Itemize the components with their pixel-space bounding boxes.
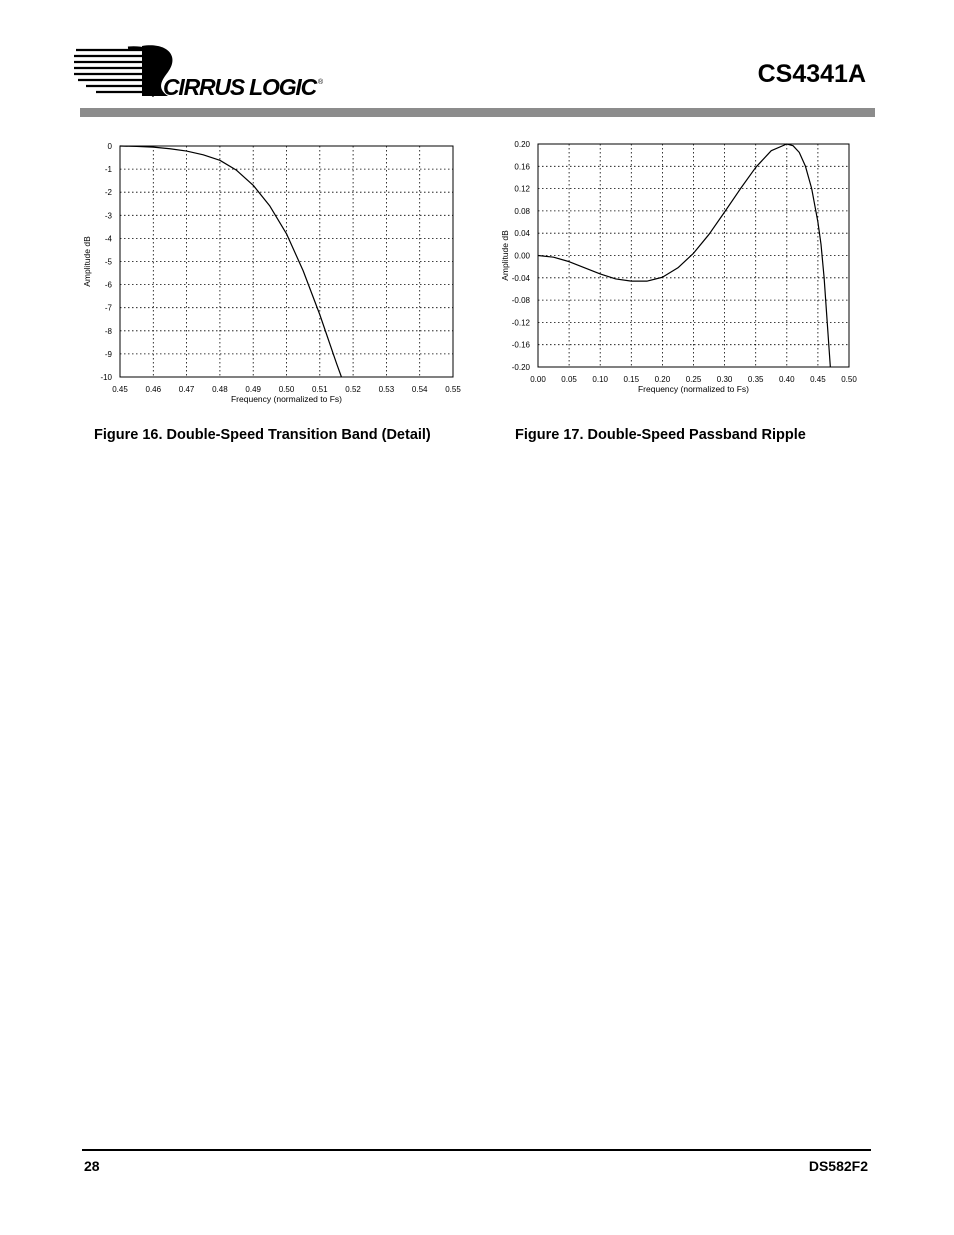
y-tick-label: 0.12 [514, 184, 530, 194]
figure-17-caption: Figure 17. Double-Speed Passband Ripple [515, 427, 806, 443]
y-tick-label: 0.16 [514, 162, 530, 172]
x-tick-label: 0.40 [779, 375, 795, 384]
document-id: DS582F2 [808, 1158, 868, 1174]
x-tick-label: 0.35 [747, 375, 764, 384]
x-axis-label: Frequency (normalized to Fs) [637, 384, 750, 394]
x-tick-label: 0.52 [345, 385, 361, 394]
x-tick-label: 0.46 [145, 385, 162, 394]
y-tick-label: -0.12 [511, 318, 530, 328]
x-tick-label: 0.51 [312, 385, 328, 394]
x-tick-label: 0.47 [178, 385, 195, 394]
y-tick-label: -9 [104, 349, 112, 359]
figure-17-chart [482, 134, 872, 412]
x-tick-label: 0.53 [378, 385, 395, 394]
x-tick-label: 0.48 [212, 385, 228, 394]
y-axis-label: Amplitude dB [500, 230, 510, 281]
header-divider [80, 108, 875, 117]
x-tick-label: 0.50 [278, 385, 295, 394]
part-number: CS4341A [757, 60, 866, 88]
y-tick-label: 0.04 [514, 229, 530, 239]
x-tick-label: 0.49 [245, 385, 261, 394]
logo-text: CIRRUS LOGIC [163, 74, 316, 100]
y-tick-label: 0.20 [514, 140, 530, 149]
x-tick-label: 0.05 [561, 375, 577, 384]
x-tick-label: 0.55 [445, 385, 461, 394]
y-tick-label: -7 [104, 303, 112, 313]
y-tick-label: -0.16 [511, 340, 530, 350]
y-tick-label: -2 [104, 188, 112, 198]
x-axis-label: Frequency (normalized to Fs) [230, 394, 343, 404]
y-tick-label: -5 [104, 257, 112, 267]
y-axis-label: Amplitude dB [82, 236, 92, 287]
y-tick-label: 0 [107, 142, 112, 151]
y-tick-label: -0.04 [511, 273, 530, 283]
y-tick-label: -4 [104, 234, 112, 244]
y-tick-label: -10 [100, 373, 112, 382]
figure-16-chart [82, 136, 466, 414]
x-tick-label: 0.25 [685, 375, 702, 384]
y-tick-label: -1 [104, 165, 112, 175]
x-tick-label: 0.30 [716, 375, 733, 384]
x-tick-label: 0.00 [530, 375, 546, 384]
y-tick-label: -6 [104, 280, 112, 290]
footer-rule [82, 1149, 871, 1151]
x-tick-label: 0.10 [592, 375, 608, 384]
page-number: 28 [84, 1158, 100, 1174]
x-tick-label: 0.45 [810, 375, 826, 384]
x-tick-label: 0.15 [623, 375, 640, 384]
y-tick-label: -0.08 [511, 296, 530, 306]
y-tick-label: -0.20 [511, 363, 530, 372]
x-tick-label: 0.45 [112, 385, 128, 394]
y-tick-label: 0.08 [514, 206, 530, 216]
logo-registered-mark: ® [318, 79, 324, 86]
x-tick-label: 0.50 [841, 375, 857, 384]
y-tick-label: -3 [104, 211, 112, 221]
x-tick-label: 0.54 [411, 385, 428, 394]
y-tick-label: -8 [104, 326, 112, 336]
figure-16-caption: Figure 16. Double-Speed Transition Band (Detail) [94, 427, 431, 443]
y-tick-label: 0.00 [514, 251, 530, 261]
x-tick-label: 0.20 [654, 375, 671, 384]
